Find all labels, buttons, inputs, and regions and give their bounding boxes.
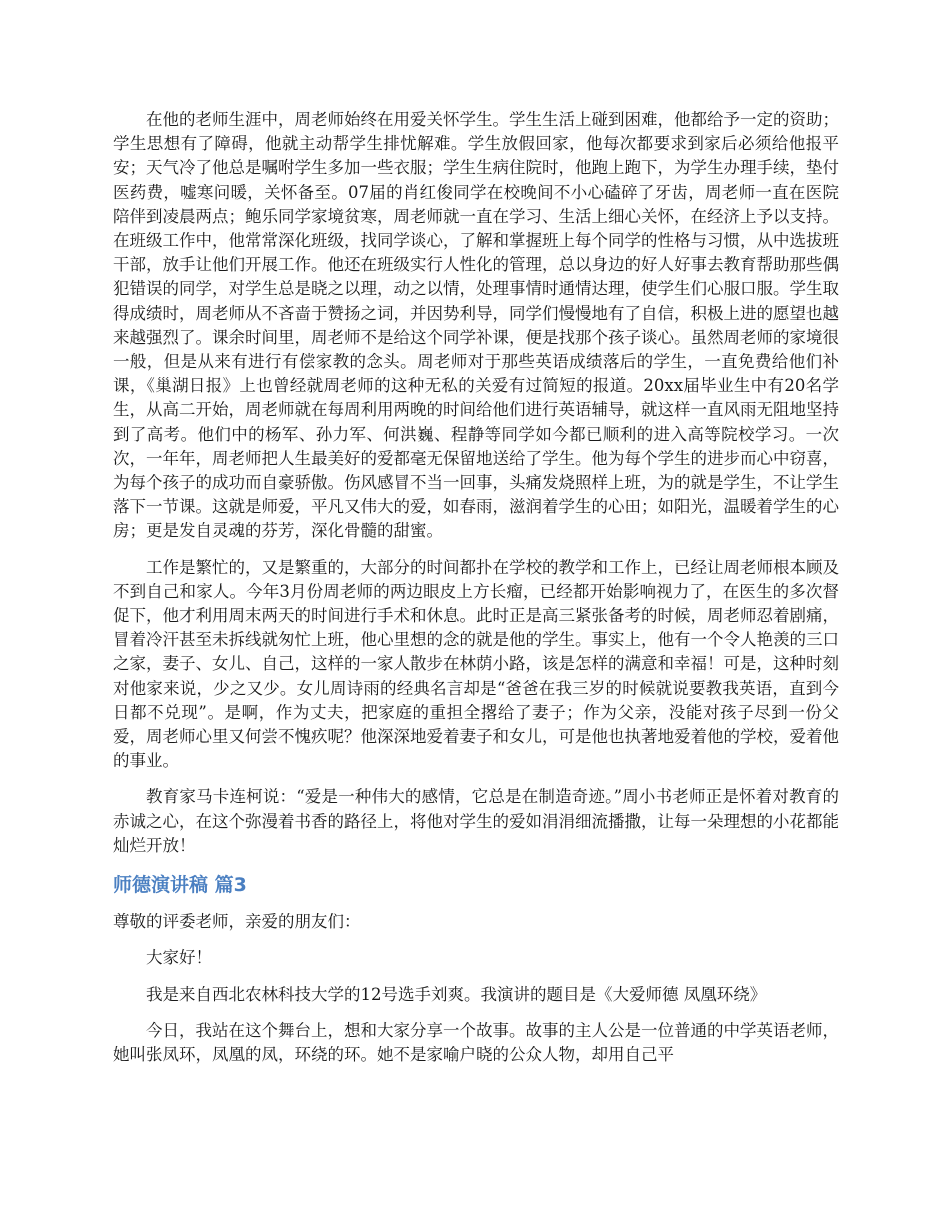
section-heading: 师德演讲稿 篇3 — [113, 874, 247, 897]
document-page — [113, 108, 839, 1079]
greeting: 大家好！ — [146, 948, 212, 968]
salutation: 尊敬的评委老师，亲爱的朋友们： — [113, 912, 361, 932]
paragraph-educator-quote: 教育家马卡连柯说：“爱是一种伟大的感情，它总是在制造奇迹。”周小书老师正是怀着对教育的赤诚之心，在这个弥漫着书香的路径上，将他对学生的爱如涓涓细流播撒，让每一朵理想的小花都能灿烂开放！ — [113, 787, 839, 855]
paragraph-story-intro: 今日，我站在这个舞台上，想和大家分享一个故事。故事的主人公是一位普通的中学英语老师，她叫张凤环，凤凰的凤，环绕的环。她不是家喻户晓的公众人物，却用自己平 — [113, 1020, 839, 1064]
paragraph-teacher-care: 在他的老师生涯中，周老师始终在用爱关怀学生。学生生活上碰到困难，他都给予一定的资助；学生思想有了障碍，他就主动帮学生排忧解难。学生放假回家，他每次都要求到家后必须给他报平安；天气冷了他总是嘱咐学生多加一些衣服；学生生病住院时，他跑上跑下，为学生办理手续，垫付医药费，嘘寒问暖，关怀备至。07届的肖红俊同学在校晚间不小心磕碎了牙齿，周老师一直在医院陪伴到凌晨两点；鲍乐同学家境贫寒，周老师就一直在学习、生活上细心关怀，在经济上予以支持。在班级工作中，他常常深化班级，找同学谈心，了解和掌握班上每个同学的性格与习惯，从中选拔班干部，放手让他们开展工作。他还在班级实行人性化的管理，总以身边的好人好事去教育帮助那些偶犯错误的同学，对学生总是晓之以理，动之以情，处理事情时通情达理，使学生们心服口服。学生取得成绩时，周老师从不吝啬于赞扬之词，并因势利导，同学们慢慢地有了自信，积极上进的愿望也越来越强烈了。课余时间里，周老师不是给这个同学补课，便是找那个孩子谈心。虽然周老师的家境很一般，但是从来有进行有偿家教的念头。周老师对于那些英语成绩落后的学生，一直免费给他们补课，《巢湖日报》上也曾经就周老师的这种无私的关爱有过简短的报道。20xx届毕业生中有20名学生，从高二开始，周老师就在每周利用两晚的时间给他们进行英语辅导，就这样一直风雨无阻地坚持到了高考。他们中的杨军、孙力军、何洪巍、程静等同学如今都已顺利的进入高等院校学习。一次次，一年年，周老师把人生最美好的爱都毫无保留地送给了学生。他为每个学生的进步而心中窃喜，为每个孩子的成功而自豪骄傲。伤风感冒不当一回事，头痛发烧照样上班，为的就是学生，不让学生落下一节课。这就是师爱，平凡又伟大的爱，如春雨，滋润着学生的心田；如阳光，温暖着学生的心房；更是发自灵魂的芬芳，深化骨髓的甜蜜。 — [113, 110, 839, 541]
paragraph-busy-work: 工作是繁忙的，又是繁重的，大部分的时间都扑在学校的教学和工作上，已经让周老师根本顾及不到自己和家人。今年3月份周老师的两边眼皮上方长瘤，已经都开始影响视力了，在医生的多次督促下，他才利用周末两天的时间进行手术和休息。此时正是高三紧张备考的时候，周老师忍着剧痛，冒着冷汗甚至未拆线就匆忙上班，他心里想的念的就是他的学生。事实上，他有一个令人艳羡的三口之家，妻子、女儿、自己，这样的一家人散步在林荫小路，该是怎样的满意和幸福！可是，这种时刻对他家来说，少之又少。女儿周诗雨的经典名言却是“爸爸在我三岁的时候就说要教我英语，直到今日都不兑现”。是啊，作为丈夫，把家庭的重担全撂给了妻子；作为父亲，没能对孩子尽到一份父爱，周老师心里又何尝不愧疚呢？他深深地爱着妻子和女儿，可是他也执著地爱着他的学校，爱着他的事业。 — [113, 557, 839, 771]
paragraph-self-intro: 我是来自西北农林科技大学的12号选手刘爽。我演讲的题目是《大爱师德 凤凰环绕》 — [146, 984, 767, 1004]
